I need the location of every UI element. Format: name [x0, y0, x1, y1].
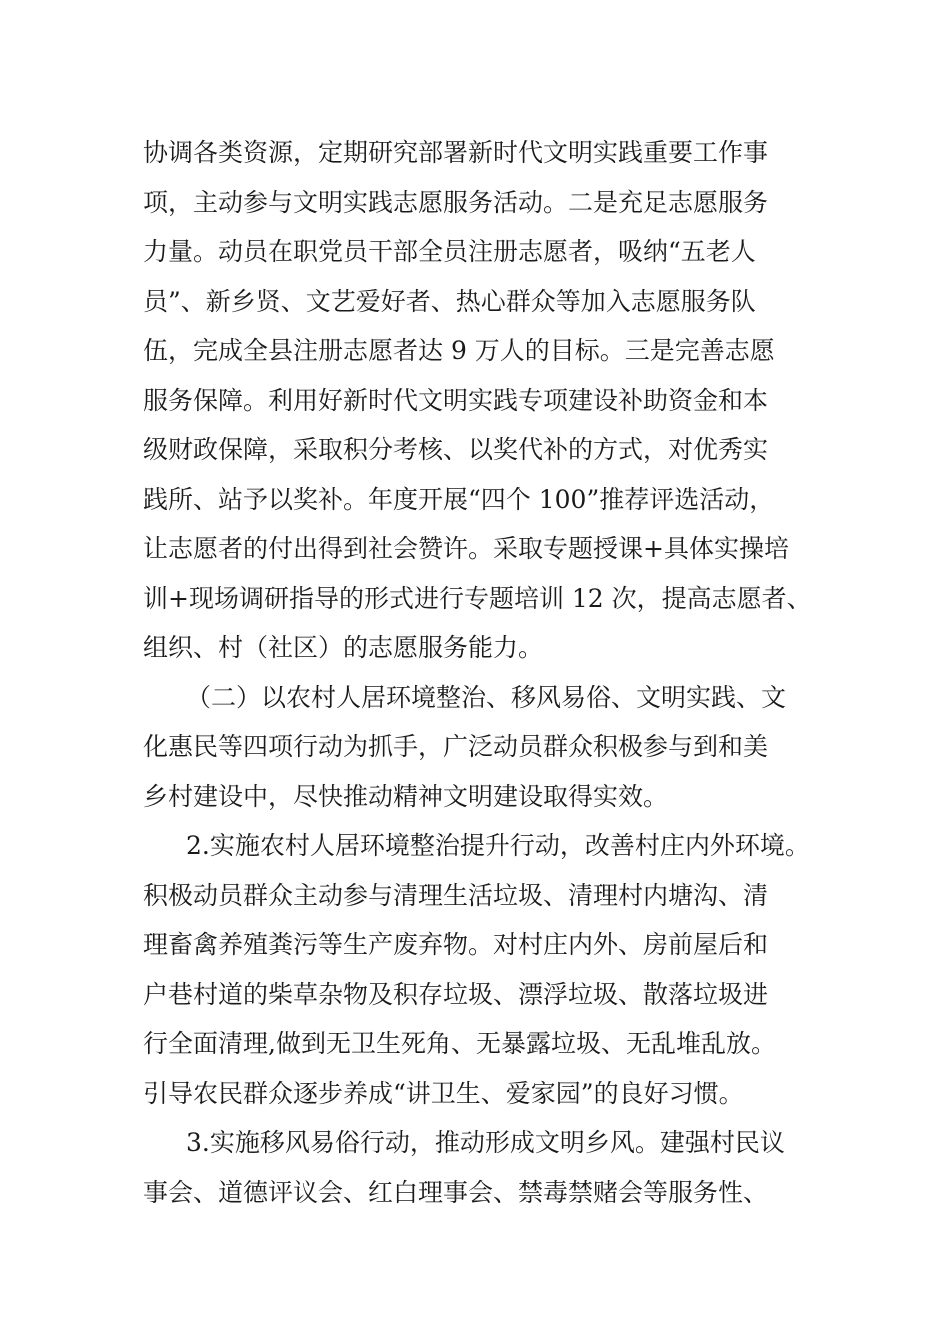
text-line: 级财政保障，采取积分考核、以奖代补的方式，对优秀实 [143, 435, 769, 464]
text-line: 积极动员群众主动参与清理生活垃圾、清理村内塘沟、清 [143, 880, 769, 910]
text-line: 3.实施移风易俗行动，推动形成文明乡风。建强村民议 [186, 1128, 785, 1157]
text-line: 训+现场调研指导的形式进行专题培训 12 次，提高志愿者、 [143, 583, 812, 613]
text-line: 项，主动参与文明实践志愿服务活动。二是充足志愿服务 [143, 187, 769, 217]
text-line: 户巷村道的柴草杂物及积存垃圾、漂浮垃圾、散落垃圾进 [143, 979, 769, 1009]
paragraph-volunteer-service [143, 128, 843, 673]
paragraph-environment-improvement [143, 821, 843, 1118]
text-line: 组织、村（社区）的志愿服务能力。 [143, 633, 544, 662]
document-body [143, 128, 843, 1217]
text-line: 理畜禽养殖粪污等生产废弃物。对村庄内外、房前屋后和 [143, 930, 769, 959]
text-line: 员”、新乡贤、文艺爱好者、热心群众等加入志愿服务队 [143, 286, 756, 316]
text-line: 行全面清理,做到无卫生死角、无暴露垃圾、无乱堆乱放。 [143, 1029, 776, 1058]
text-line: 化惠民等四项行动为抓手，广泛动员群众积极参与到和美 [143, 732, 769, 761]
text-line: 伍，完成全县注册志愿者达 9 万人的目标。三是完善志愿 [143, 336, 775, 365]
text-line: 践所、站予以奖补。年度开展“四个 100”推荐评选活动， [143, 484, 775, 514]
text-line: 2.实施农村人居环境整治提升行动，改善村庄内外环境。 [186, 831, 810, 860]
text-line: （二）以农村人居环境整治、移风易俗、文明实践、文 [186, 682, 787, 712]
text-line: 事会、道德评议会、红白理事会、禁毒禁赌会等服务性、 [143, 1177, 769, 1207]
text-line: 力量。动员在职党员干部全员注册志愿者，吸纳“五老人 [143, 237, 756, 266]
text-line: 引导农民群众逐步养成“讲卫生、爱家园”的良好习惯。 [143, 1078, 744, 1108]
paragraph-custom-reform [143, 1118, 843, 1217]
section-heading-four-actions [143, 673, 843, 822]
text-line: 服务保障。利用好新时代文明实践专项建设补助资金和本 [143, 385, 769, 415]
text-line: 乡村建设中，尽快推动精神文明建设取得实效。 [143, 781, 669, 811]
text-line: 让志愿者的付出得到社会赞许。采取专题授课+具体实操培 [143, 534, 789, 563]
text-line: 协调各类资源，定期研究部署新时代文明实践重要工作事 [143, 138, 769, 167]
